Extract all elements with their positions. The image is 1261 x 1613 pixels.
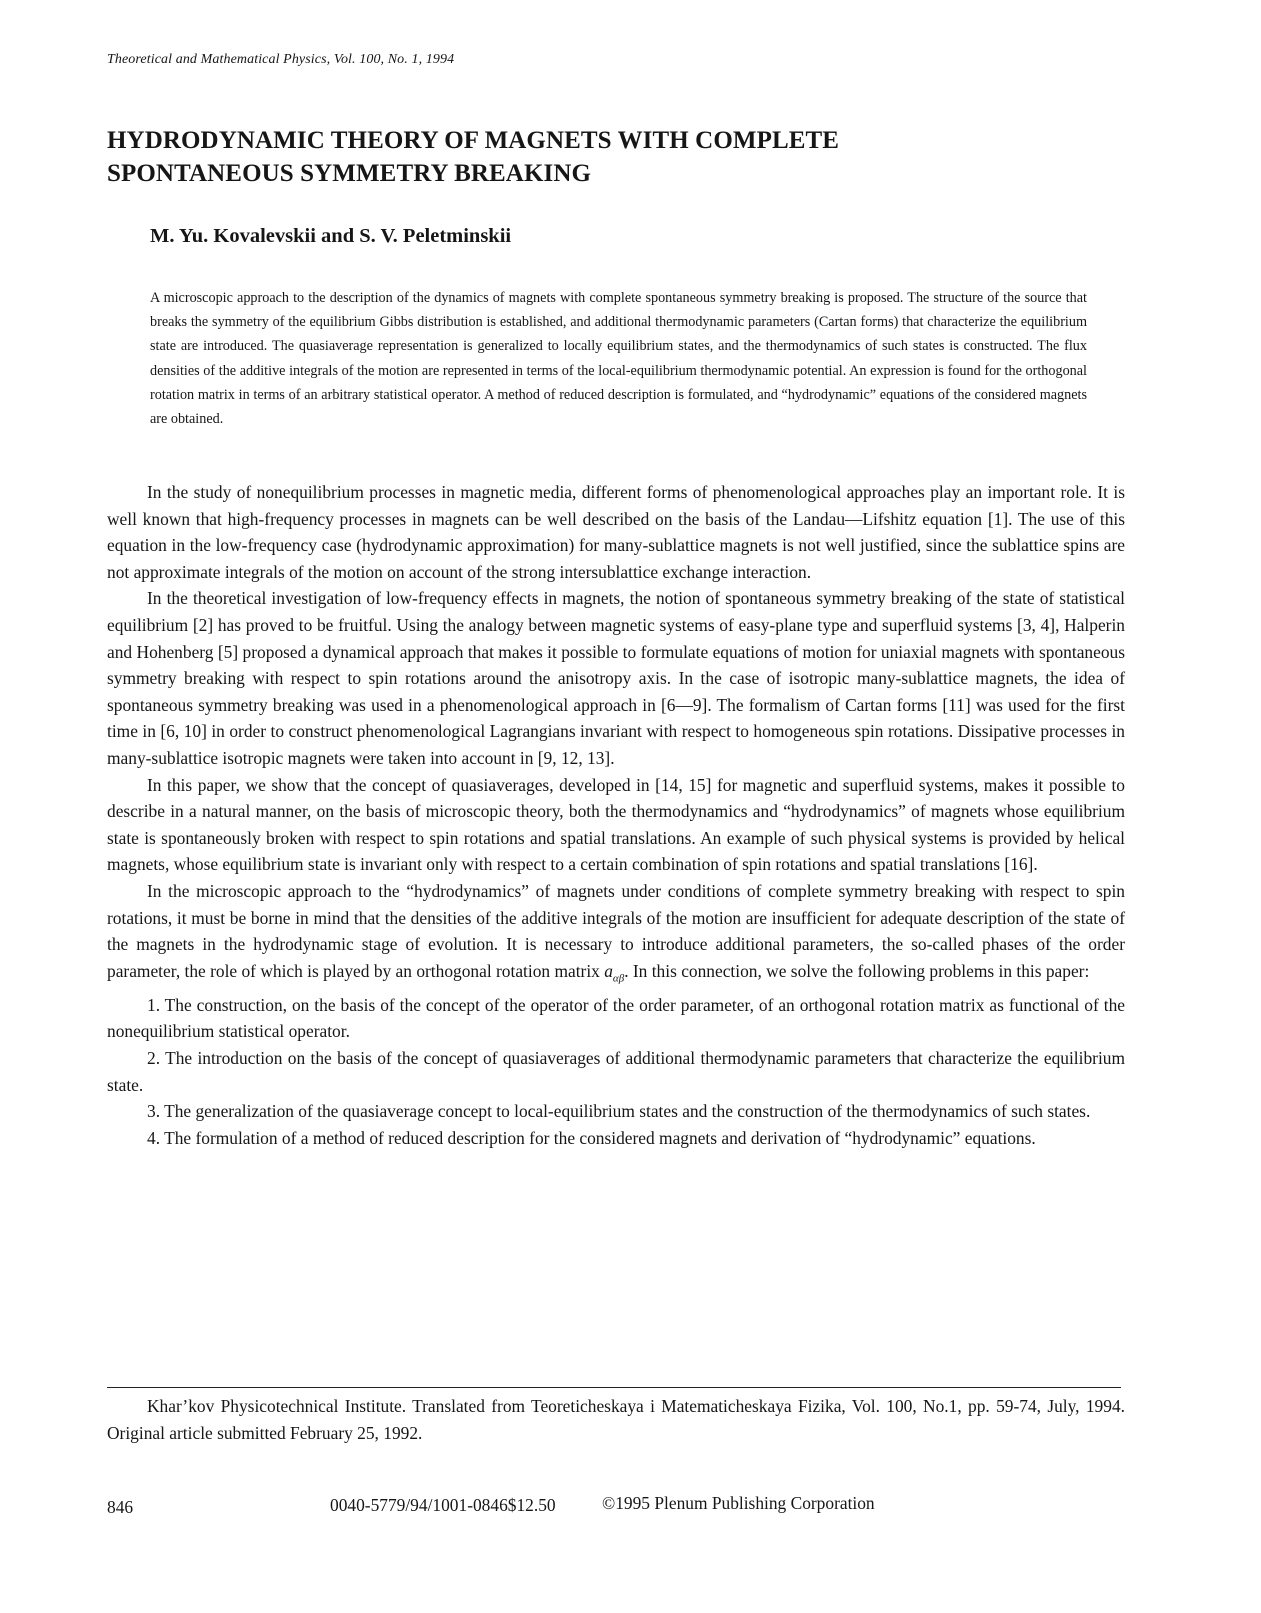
rotation-matrix-symbol: a (604, 960, 613, 981)
footnote-divider (107, 1387, 1121, 1388)
list-item-1: 1. The construction, on the basis of the concept of the operator of the order parameter, of an orthogonal rotation matrix as functional of the nonequilibrium statistical operator. (107, 994, 1125, 1042)
paragraph-2: In the theoretical investigation of low-frequency effects in magnets, the notion of spontaneous symmetry breaking of the state of statistical equilibrium [2] has proved to be fruitful. Using the analogy between magnetic systems of easy-plane type and superfluid systems [3, 4], Halperin and Hohenberg [5] proposed a dynamical approach that makes it possible to formulate equations of motion for uniaxial magnets with spontaneous symmetry breaking with respect to spin rotations around the anisotropy axis. In the case of isotropic many-sublattice magnets, the idea of spontaneous symmetry breaking was used in a phenomenological approach in [6—9]. The formalism of Cartan forms [11] was used for the first time in [6, 10] in order to construct phenomenological Lagrangians invariant with respect to homogeneous spin rotations. Dissipative processes in many-sublattice isotropic magnets were taken into account in [9, 12, 13]. (107, 588, 1125, 768)
page-number: 846 (107, 1497, 134, 1517)
title-line-1: HYDRODYNAMIC THEORY OF MAGNETS WITH COMPLETE (107, 127, 840, 154)
title-line-2: SPONTANEOUS SYMMETRY BREAKING (107, 160, 592, 187)
article-title (107, 124, 1107, 190)
paragraph-3: In this paper, we show that the concept of quasiaverages, developed in [14, 15] for magnetic and superfluid systems, makes it possible to describe in a natural manner, on the basis of microscopic theory, both the thermodynamics and “hydrodynamics” of magnets whose equilibrium state is spontaneously broken with respect to spin rotations and spatial translations. An example of such physical systems is provided by helical magnets, whose equilibrium state is invariant only with respect to a certain combination of spin rotations and spatial translations [16]. (107, 774, 1125, 875)
list-item-2: 2. The introduction on the basis of the concept of quasiaverages of additional thermodynamic parameters that characterize the equilibrium state. (107, 1047, 1125, 1095)
authors: M. Yu. Kovalevskii and S. V. Peletminskii (150, 225, 512, 247)
paragraph-1: In the study of nonequilibrium processes in magnetic media, different forms of phenomenological approaches play an important role. It is well known that high-frequency processes in magnets can be well described on the basis of the Landau—Lifshitz equation [1]. The use of this equation in the low-frequency case (hydrodynamic approximation) for many-sublattice magnets is not well justified, since the sublattice spins are not approximate integrals of the motion on account of the strong intersublattice exchange interaction. (107, 482, 1125, 582)
list-item-3: 3. The generalization of the quasiaverage concept to local-equilibrium states and the construction of the thermodynamics of such states. (147, 1101, 1091, 1122)
list-item-4: 4. The formulation of a method of reduced description for the considered magnets and derivation of “hydrodynamic” equations. (147, 1127, 1036, 1148)
paragraph-4 (107, 878, 1125, 992)
paragraph-4-tail: . In this connection, we solve the following problems in this paper: (624, 960, 1090, 981)
issn-code: 0040-5779/94/1001-0846$12.50 (330, 1495, 556, 1515)
body-text (107, 479, 1125, 1151)
journal-header: Theoretical and Mathematical Physics, Vol. 100, No. 1, 1994 (107, 52, 455, 67)
footnote: Khar’kov Physicotechnical Institute. Translated from Teoreticheskaya i Matematicheskaya Fizika, Vol. 100, No.1, pp. 59-74, July, 1994. Original article submitted February 25, 1992. (107, 1396, 1125, 1443)
paragraph-4-text: In the microscopic approach to the “hydrodynamics” of magnets under conditions of complete symmetry breaking with respect to spin rotations, it must be borne in mind that the densities of the additive integrals of the motion are insufficient for adequate description of the state of the magnets in the hydrodynamic stage of evolution. It is necessary to introduce additional parameters, the so-called phases of the order parameter, the role of which is played by an orthogonal rotation matrix (107, 880, 1125, 981)
abstract: A microscopic approach to the description of the dynamics of magnets with complete spontaneous symmetry breaking is proposed. The structure of the source that breaks the symmetry of the equilibrium Gibbs distribution is established, and additional thermodynamic parameters (Cartan forms) that characterize the equilibrium state are introduced. The quasiaverage representation is generalized to locally equilibrium states, and the thermodynamics of such states is constructed. The flux densities of the additive integrals of the motion are represented in terms of the local-equilibrium thermodynamic potential. An expression is found for the orthogonal rotation matrix in terms of an arbitrary statistical operator. A method of reduced description is formulated, and “hydrodynamic” equations of the considered magnets are obtained. (150, 290, 1087, 428)
copyright-notice: ©1995 Plenum Publishing Corporation (602, 1493, 875, 1513)
rotation-matrix-subscript: αβ (612, 972, 625, 985)
